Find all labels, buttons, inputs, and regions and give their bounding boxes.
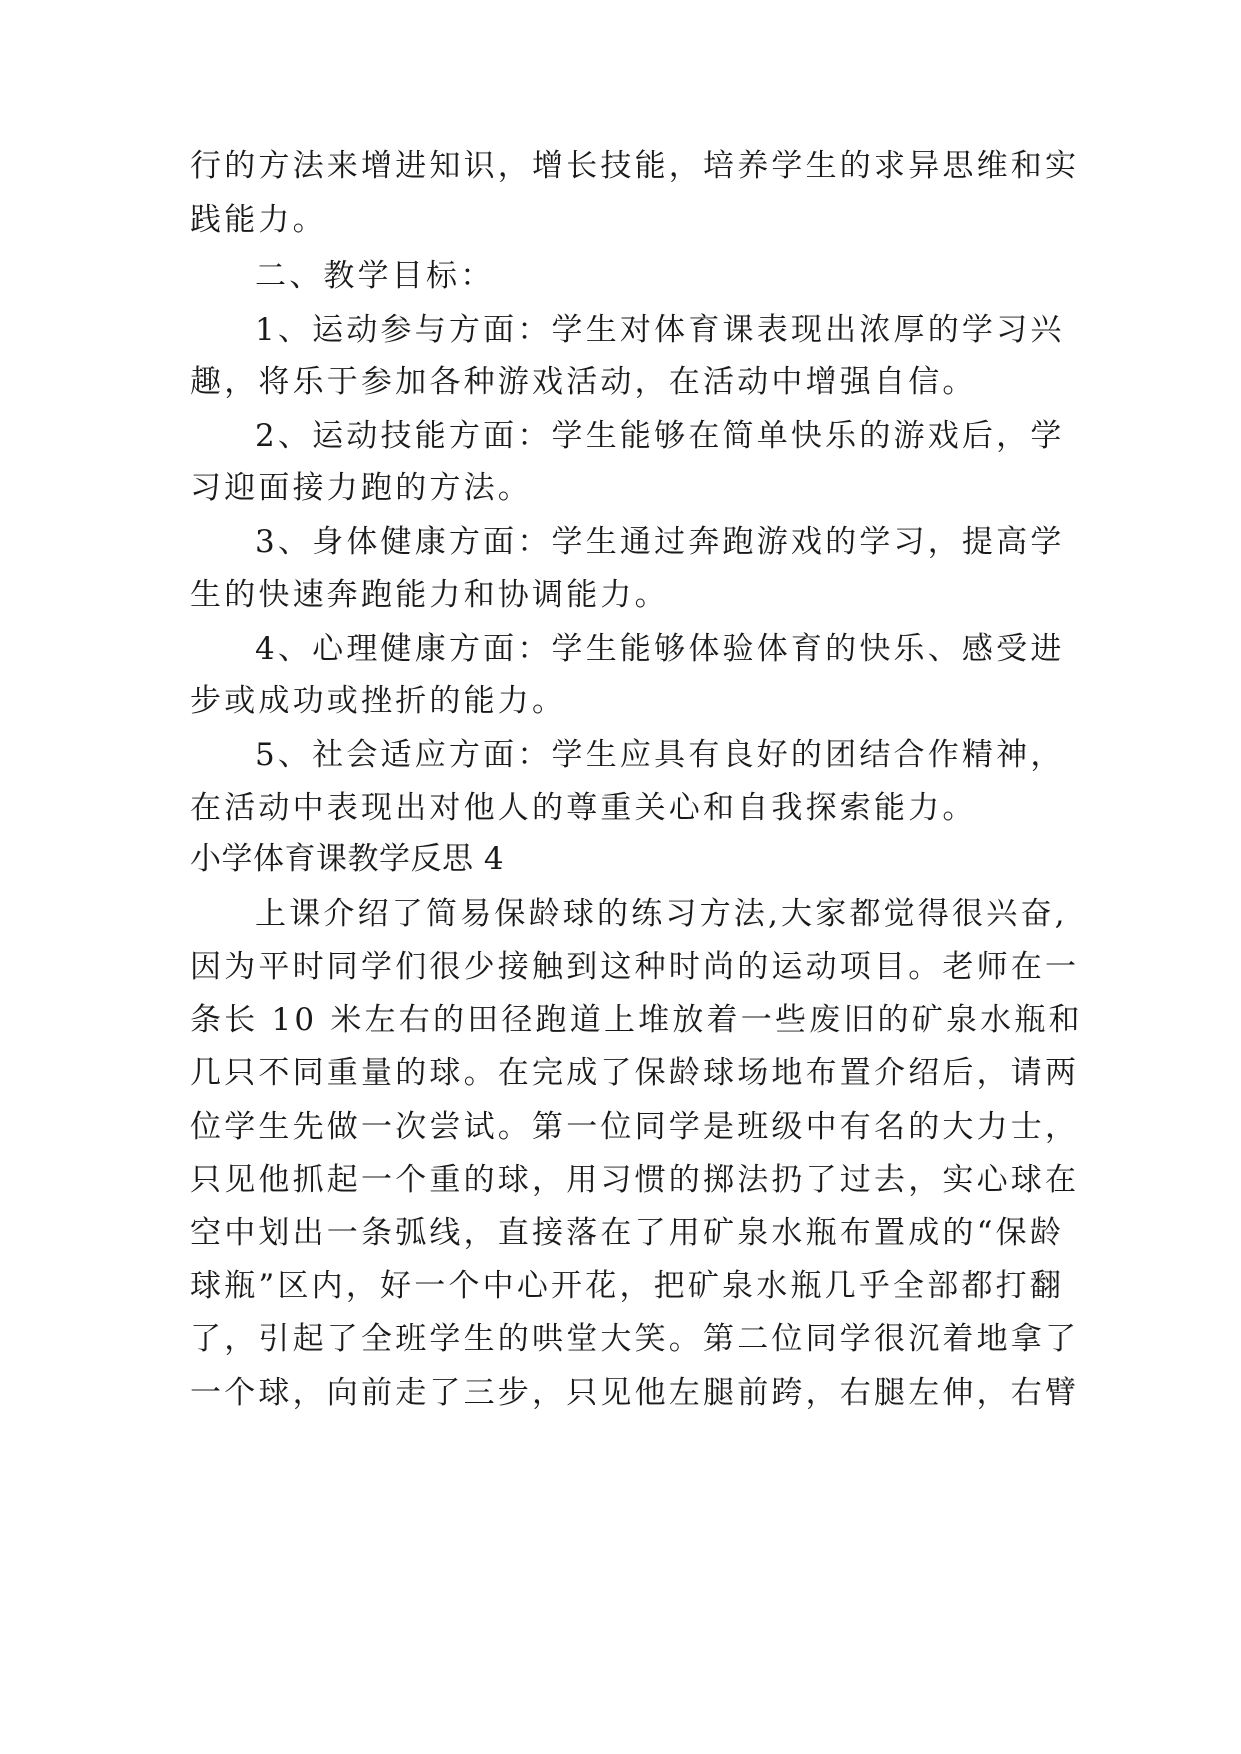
text-line: 条长 10 米左右的田径跑道上堆放着一些废旧的矿泉水瓶和: [190, 1002, 1083, 1038]
text-line: 球瓶”区内，好一个中心开花，把矿泉水瓶几乎全部都打翻: [190, 1268, 1065, 1304]
text-line: 2、运动技能方面：学生能够在简单快乐的游戏后，学: [255, 418, 1065, 454]
text-line: 位学生先做一次尝试。第一位同学是班级中有名的大力士，: [190, 1109, 1080, 1145]
text-line: 几只不同重量的球。在完成了保龄球场地布置介绍后，请两: [190, 1055, 1080, 1091]
text-line: 上课介绍了简易保龄球的练习方法,大家都觉得很兴奋,: [255, 896, 1068, 932]
text-line: 在活动中表现出对他人的尊重关心和自我探索能力。: [190, 790, 977, 826]
text-line: 空中划出一条弧线，直接落在了用矿泉水瓶布置成的“保龄: [190, 1215, 1065, 1251]
text-line: 1、运动参与方面：学生对体育课表现出浓厚的学习兴: [255, 312, 1065, 348]
text-line: 一个球，向前走了三步，只见他左腿前跨，右腿左伸，右臂: [190, 1375, 1080, 1411]
text-line: 行的方法来增进知识，增长技能，培养学生的求异思维和实: [190, 148, 1080, 184]
section-heading: 二、教学目标：: [255, 258, 495, 294]
document-heading: 小学体育课教学反思 4: [190, 841, 505, 877]
text-line: 了，引起了全班学生的哄堂大笑。第二位同学很沉着地拿了: [190, 1321, 1080, 1357]
text-line: 步或成功或挫折的能力。: [190, 683, 567, 719]
text-line: 4、心理健康方面：学生能够体验体育的快乐、感受进: [255, 631, 1065, 667]
text-line: 践能力。: [190, 202, 327, 238]
text-line: 习迎面接力跑的方法。: [190, 470, 532, 506]
text-line: 只见他抓起一个重的球，用习惯的掷法扔了过去，实心球在: [190, 1162, 1080, 1198]
text-line: 趣，将乐于参加各种游戏活动，在活动中增强自信。: [190, 364, 977, 400]
text-line: 5、社会适应方面：学生应具有良好的团结合作精神，: [255, 737, 1065, 773]
text-line: 生的快速奔跑能力和协调能力。: [190, 577, 669, 613]
text-line: 3、身体健康方面：学生通过奔跑游戏的学习，提高学: [255, 524, 1065, 560]
text-line: 因为平时同学们很少接触到这种时尚的运动项目。老师在一: [190, 949, 1080, 985]
